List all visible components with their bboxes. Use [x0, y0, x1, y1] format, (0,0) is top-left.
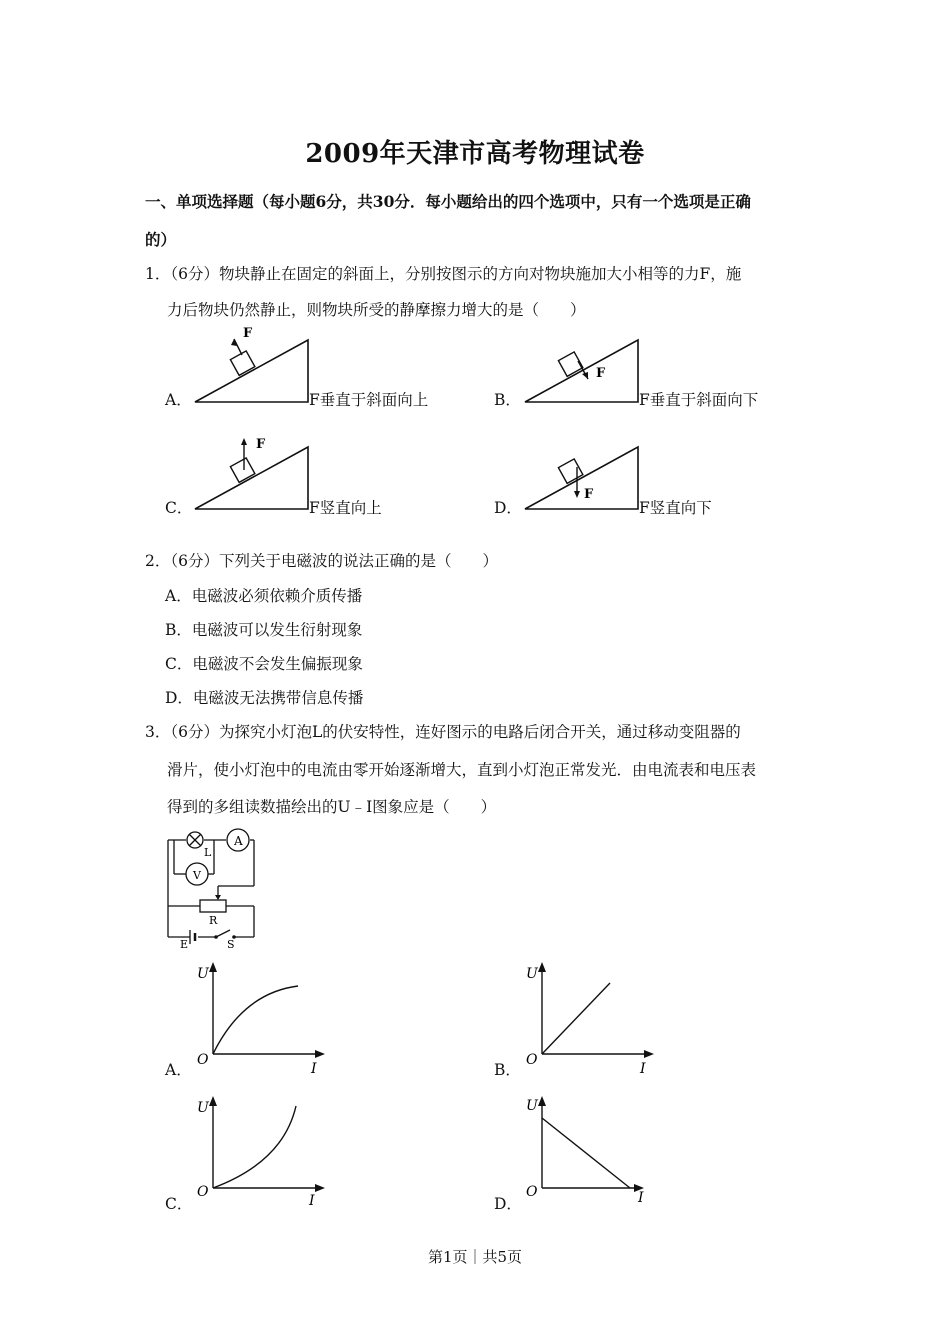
- graph-d-x-label: I: [638, 1190, 644, 1206]
- switch-label: S: [227, 938, 235, 951]
- graph-b-origin-label: O: [526, 1052, 538, 1068]
- graph-c-origin-label: O: [197, 1184, 209, 1200]
- graph-b-x-label: I: [640, 1061, 646, 1077]
- q1-incline-diagram-a: [190, 325, 320, 407]
- force-label-a: F: [243, 326, 253, 341]
- q1-incline-diagram-d: [520, 432, 650, 514]
- q2-option-c[interactable]: C．电磁波不会发生偏振现象: [165, 655, 363, 673]
- graph-c-x-label: I: [309, 1193, 315, 1209]
- q3-option-b-label[interactable]: B．: [494, 1061, 521, 1079]
- q2-option-d[interactable]: D．电磁波无法携带信息传播: [165, 689, 364, 707]
- q1-stem-line1: 1．（6分）物块静止在固定的斜面上，分别按图示的方向对物块施加大小相等的力F，施: [145, 265, 742, 283]
- ui-graph-c: [193, 1092, 333, 1210]
- q1-incline-diagram-c: [190, 432, 320, 514]
- q3-stem-line3: 得到的多组读数描绘出的U﹣I图象应是（ ）: [167, 798, 497, 816]
- q1-stem-line2: 力后物块仍然静止，则物块所受的静摩擦力增大的是（ ）: [167, 301, 586, 319]
- section-heading-line2: 的）: [145, 230, 177, 249]
- graph-b-y-label: U: [526, 966, 538, 982]
- q1-option-d-caption: F竖直向下: [639, 499, 712, 517]
- q3-option-d-label[interactable]: D．: [494, 1195, 522, 1213]
- q1-option-b-label[interactable]: B．: [494, 391, 521, 409]
- circuit-diagram: [160, 826, 265, 951]
- ammeter-icon: A: [234, 834, 243, 848]
- q2-option-a[interactable]: A．电磁波必须依赖介质传播: [165, 587, 363, 605]
- page-footer: 第1页｜共5页: [427, 1248, 523, 1266]
- voltmeter-icon: V: [193, 869, 201, 882]
- q1-option-a-label[interactable]: A．: [165, 391, 192, 409]
- force-label-b: F: [596, 366, 606, 381]
- section-heading-line1: 一、单项选择题（每小题6分，共30分．每小题给出的四个选项中，只有一个选项是正确: [145, 192, 751, 211]
- ui-graph-d: [522, 1092, 662, 1210]
- ui-graph-b: [522, 958, 662, 1076]
- graph-d-y-label: U: [526, 1098, 538, 1114]
- graph-c-y-label: U: [197, 1100, 209, 1116]
- graph-a-x-label: I: [311, 1061, 317, 1077]
- force-label-d: F: [584, 487, 594, 502]
- lamp-label: L: [204, 846, 212, 859]
- graph-d-origin-label: O: [526, 1184, 538, 1200]
- q3-option-a-label[interactable]: A．: [165, 1061, 192, 1079]
- q1-option-c-caption: F竖直向上: [309, 499, 382, 517]
- q3-stem-line2: 滑片，使小灯泡中的电流由零开始逐渐增大，直到小灯泡正常发光．由电流表和电压表: [167, 761, 757, 779]
- q1-option-d-label[interactable]: D．: [494, 499, 522, 517]
- q2-option-b[interactable]: B．电磁波可以发生衍射现象: [165, 621, 363, 639]
- q3-option-c-label[interactable]: C．: [165, 1195, 193, 1213]
- ui-graph-a: [193, 958, 333, 1076]
- q1-option-a-caption: F垂直于斜面向上: [309, 391, 429, 409]
- q1-incline-diagram-b: [520, 325, 650, 407]
- rheostat-label: R: [209, 914, 218, 927]
- q3-stem-line1: 3．（6分）为探究小灯泡L的伏安特性，连好图示的电路后闭合开关，通过移动变阻器的: [145, 723, 741, 741]
- battery-label: E: [180, 938, 189, 951]
- page-title: 2009年天津市高考物理试卷: [305, 139, 645, 169]
- q1-option-c-label[interactable]: C．: [165, 499, 193, 517]
- q1-option-b-caption: F垂直于斜面向下: [639, 391, 759, 409]
- graph-a-origin-label: O: [197, 1052, 209, 1068]
- graph-a-y-label: U: [197, 966, 209, 982]
- q2-stem: 2．（6分）下列关于电磁波的说法正确的是（ ）: [145, 552, 498, 570]
- force-label-c: F: [256, 437, 266, 452]
